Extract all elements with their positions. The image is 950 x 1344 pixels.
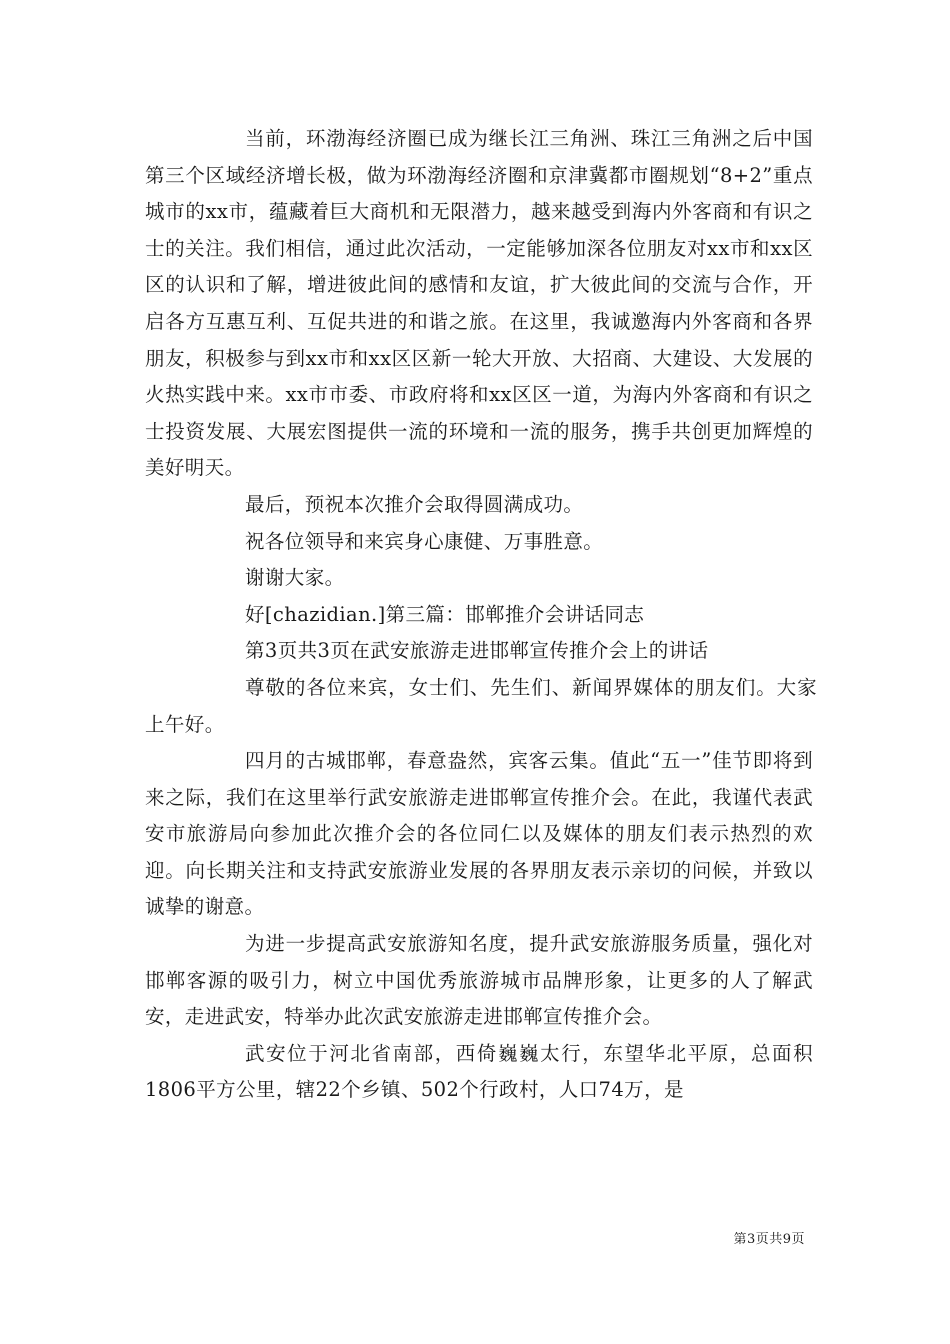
- paragraph-purpose: 为进一步提高武安旅游知名度，提升武安旅游服务质量，强化对邯郸客源的吸引力，树立中国优秀旅游城市品牌形象，让更多的人了解武安，走进武安，特举办此次武安旅游走进邯郸宣传推介会。: [145, 932, 813, 1029]
- paragraph-wuan-location: 武安位于河北省南部，西倚巍巍太行，东望华北平原，总面积1806平方公里，辖22个乡镇、502个行政村，人口74万，是: [145, 1041, 813, 1102]
- speech-title: 第3页共3页在武安旅游走进邯郸宣传推介会上的讲话: [245, 639, 709, 663]
- paragraph-welcome: 四月的古城邯郸，春意盎然，宾客云集。值此“五一”佳节即将到来之际，我们在这里举行武安旅游走进邯郸宣传推介会。在此，我谨代表武安市旅游局向参加此次推介会的各位同仁以及媒体的朋友们表示热烈的欢迎。向长期关注和支持武安旅游业发展的各界朋友表示亲切的问候，并致以诚挚的谢意。: [145, 749, 813, 919]
- document-body: [145, 121, 817, 1109]
- paragraph-greeting: 尊敬的各位来宾，女士们、先生们、新闻界媒体的朋友们。大家上午好。: [145, 675, 817, 736]
- paragraph-wish-health: 祝各位领导和来宾身心康健、万事胜意。: [245, 529, 604, 553]
- section-heading-third: 好[chazidian.]第三篇：邯郸推介会讲话同志: [245, 602, 645, 626]
- paragraph-wish-success: 最后，预祝本次推介会取得圆满成功。: [245, 492, 584, 516]
- paragraph-thanks: 谢谢大家。: [245, 566, 345, 590]
- page-number-footer: 第3页共9页: [733, 1232, 805, 1247]
- paragraph-bohai-economic-circle: 当前，环渤海经济圈已成为继长江三角洲、珠江三角洲之后中国第三个区域经济增长极，做为环渤海经济圈和京津冀都市圈规划“8+2”重点城市的xx市，蕴藏着巨大商机和无限潜力，越来越受到海内外客商和有识之士的关注。我们相信，通过此次活动，一定能够加深各位朋友对xx市和xx区区的认识和了解，增进彼此间的感情和友谊，扩大彼此间的交流与合作，开启各方互惠互利、互促共进的和谐之旅。在这里，我诚邀海内外客商和各界朋友，积极参与到xx市和xx区区新一轮大开放、大招商、大建设、大发展的火热实践中来。xx市市委、市政府将和xx区区一道，为海内外客商和有识之士投资发展、大展宏图提供一流的环境和一流的服务，携手共创更加辉煌的美好明天。: [145, 127, 813, 480]
